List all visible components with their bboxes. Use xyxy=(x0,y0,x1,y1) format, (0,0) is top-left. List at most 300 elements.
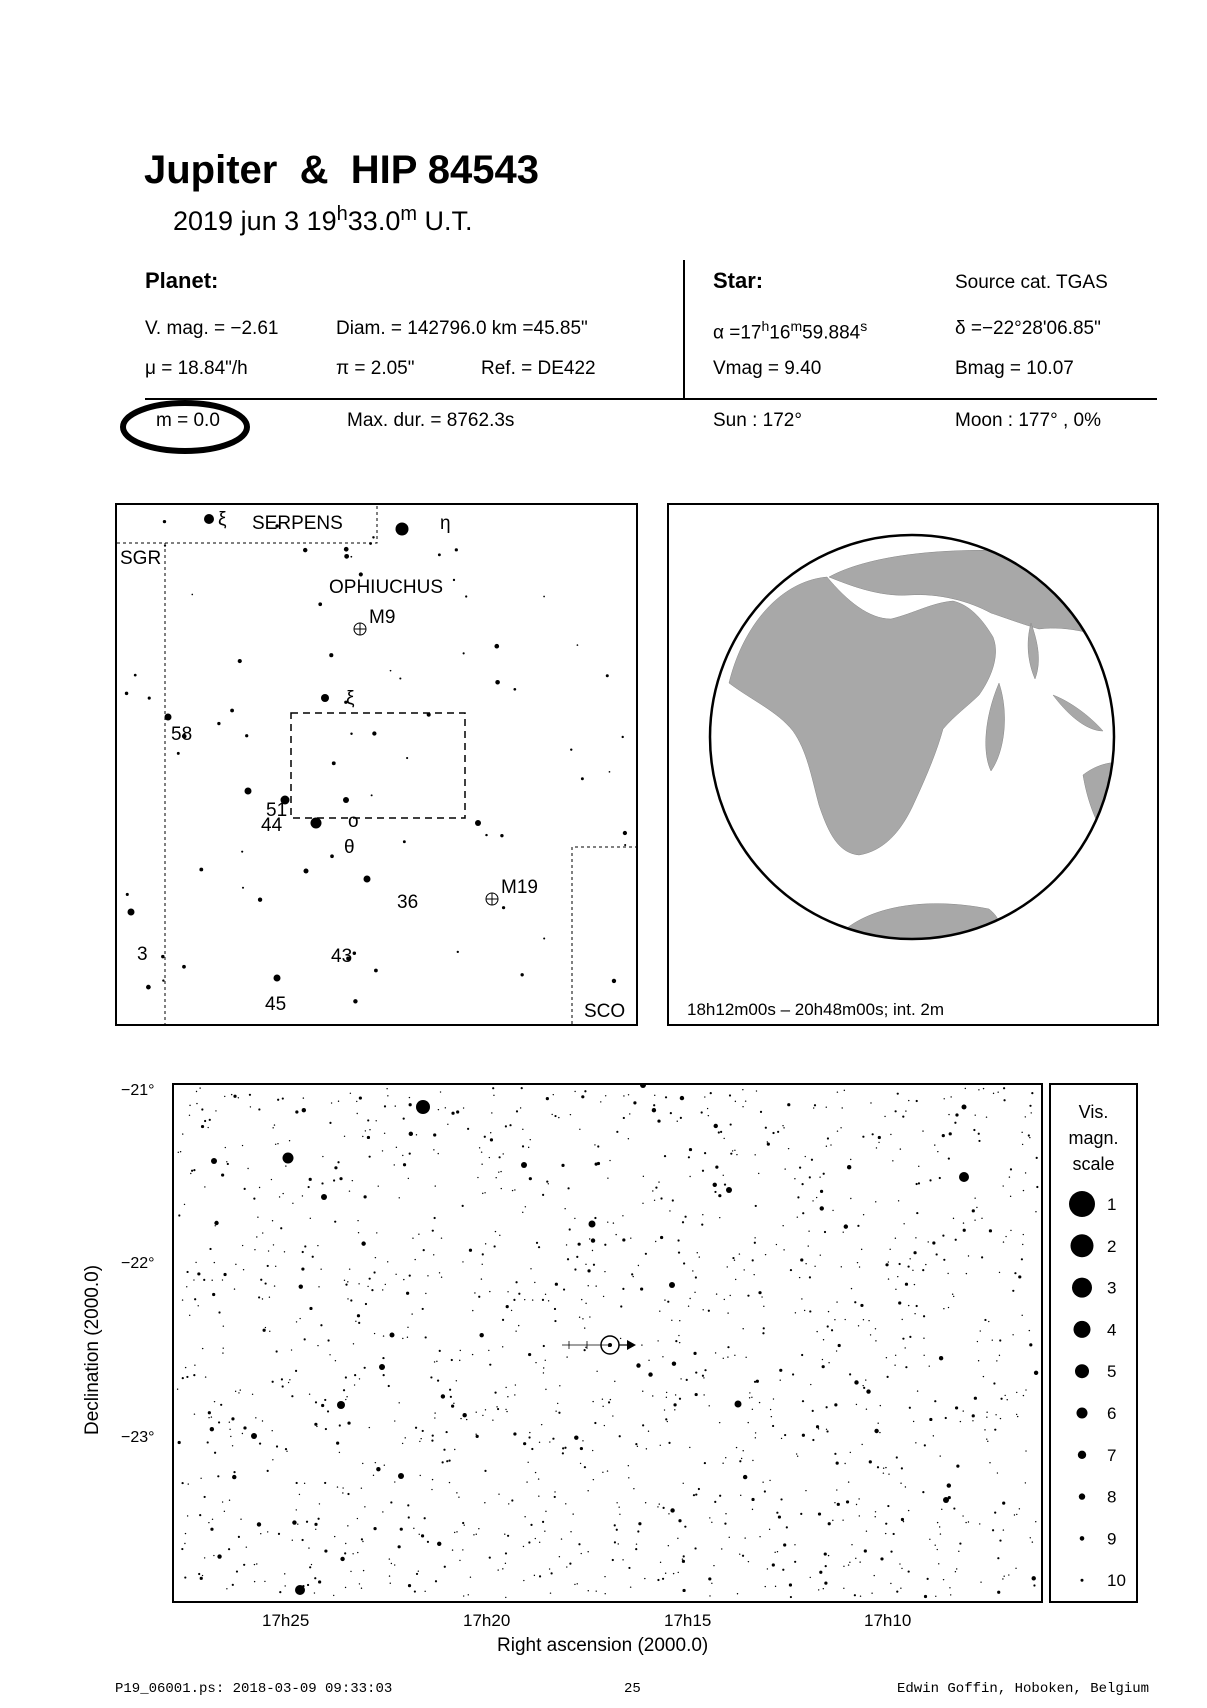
catalog-star xyxy=(752,1509,753,1510)
catalog-star xyxy=(584,1090,586,1092)
catalog-star xyxy=(593,1479,594,1480)
catalog-star xyxy=(439,1350,441,1352)
ra-tick-17h15: 17h15 xyxy=(664,1611,712,1630)
dec-tick-23: −23° xyxy=(121,1429,155,1446)
catalog-star xyxy=(595,1285,596,1286)
catalog-star xyxy=(1000,1418,1001,1419)
catalog-star xyxy=(694,1292,695,1293)
catalog-star xyxy=(564,1208,565,1209)
catalog-star xyxy=(752,1460,753,1461)
finder-star xyxy=(494,644,499,649)
catalog-star xyxy=(783,1249,784,1250)
catalog-star xyxy=(682,1558,683,1559)
catalog-star xyxy=(711,1522,712,1523)
catalog-star xyxy=(242,1145,243,1146)
catalog-star xyxy=(193,1279,194,1280)
catalog-star xyxy=(563,1288,565,1290)
catalog-star xyxy=(399,1475,400,1476)
catalog-star xyxy=(812,1200,813,1201)
catalog-star xyxy=(955,1406,958,1409)
catalog-star xyxy=(638,1522,641,1525)
star-chart-svg xyxy=(174,1085,1041,1601)
catalog-star xyxy=(276,1350,278,1352)
catalog-star xyxy=(525,1206,526,1207)
catalog-star xyxy=(679,1320,680,1321)
catalog-star xyxy=(359,1378,360,1379)
catalog-star xyxy=(775,1586,776,1587)
catalog-star xyxy=(259,1442,261,1444)
catalog-star xyxy=(842,1519,843,1520)
label-43: 43 xyxy=(331,946,353,967)
catalog-star xyxy=(880,1557,883,1560)
catalog-star xyxy=(711,1583,712,1584)
catalog-star xyxy=(1010,1196,1011,1197)
finder-star xyxy=(274,975,281,982)
catalog-star xyxy=(459,1360,460,1361)
catalog-star xyxy=(375,1257,376,1258)
catalog-star xyxy=(320,1324,322,1326)
scale-dot xyxy=(1075,1364,1089,1378)
catalog-star xyxy=(476,1435,479,1438)
catalog-star xyxy=(1003,1087,1005,1089)
catalog-star xyxy=(765,1586,766,1587)
catalog-star xyxy=(462,1413,466,1417)
catalog-star xyxy=(534,1282,535,1283)
catalog-star xyxy=(660,1562,661,1563)
catalog-star xyxy=(258,1108,260,1110)
catalog-star xyxy=(913,1251,916,1254)
catalog-star xyxy=(546,1181,548,1183)
catalog-star xyxy=(200,1577,203,1580)
catalog-star xyxy=(854,1301,856,1303)
catalog-star xyxy=(442,1461,444,1463)
catalog-star xyxy=(801,1183,803,1185)
catalog-star xyxy=(187,1515,188,1516)
catalog-star xyxy=(929,1418,932,1421)
catalog-star xyxy=(524,1516,525,1517)
catalog-star xyxy=(822,1365,825,1368)
catalog-star xyxy=(505,1409,506,1410)
catalog-star xyxy=(358,1283,359,1284)
catalog-star xyxy=(275,1144,276,1145)
catalog-star xyxy=(993,1093,994,1094)
planet-header: Planet: xyxy=(145,268,219,293)
catalog-star xyxy=(334,1536,335,1537)
catalog-star xyxy=(633,1488,634,1489)
catalog-star xyxy=(872,1133,874,1135)
catalog-star xyxy=(922,1491,924,1493)
catalog-star xyxy=(345,1543,346,1544)
catalog-star xyxy=(934,1400,936,1402)
catalog-star xyxy=(940,1455,941,1456)
catalog-star xyxy=(956,1568,957,1569)
catalog-star xyxy=(858,1498,859,1499)
catalog-star xyxy=(223,1325,224,1326)
catalog-star xyxy=(856,1504,857,1505)
catalog-star xyxy=(299,1318,300,1319)
catalog-star xyxy=(678,1335,679,1336)
catalog-star xyxy=(616,1529,618,1531)
catalog-star xyxy=(723,1358,724,1359)
catalog-star xyxy=(274,1285,275,1286)
catalog-star xyxy=(336,1441,339,1444)
catalog-star xyxy=(723,1175,724,1176)
catalog-star xyxy=(391,1563,392,1564)
catalog-star xyxy=(485,1243,486,1244)
catalog-star xyxy=(534,1575,535,1576)
catalog-star xyxy=(535,1362,536,1363)
catalog-star xyxy=(714,1501,716,1503)
catalog-star xyxy=(863,1214,864,1215)
catalog-star xyxy=(633,1101,636,1104)
catalog-star xyxy=(577,1583,578,1584)
catalog-star xyxy=(709,1595,710,1596)
catalog-star xyxy=(742,1089,743,1090)
catalog-star xyxy=(612,1415,613,1416)
catalog-star xyxy=(1031,1112,1032,1113)
catalog-star xyxy=(809,1310,811,1312)
catalog-star xyxy=(695,1276,697,1278)
catalog-star xyxy=(369,1278,371,1280)
catalog-star xyxy=(382,1357,384,1359)
catalog-star xyxy=(491,1112,492,1113)
catalog-star xyxy=(554,1308,556,1310)
catalog-star xyxy=(1004,1395,1005,1396)
catalog-star xyxy=(554,1320,556,1322)
catalog-star xyxy=(506,1305,509,1308)
catalog-star xyxy=(182,1482,184,1484)
finder-star xyxy=(485,834,487,836)
catalog-star xyxy=(843,1231,844,1232)
catalog-star xyxy=(419,1441,420,1442)
catalog-star xyxy=(416,1573,418,1575)
catalog-star xyxy=(668,1545,669,1546)
finder-star xyxy=(245,788,252,795)
catalog-star xyxy=(694,1547,696,1549)
catalog-star xyxy=(861,1249,862,1250)
catalog-star xyxy=(664,1299,665,1300)
finder-star xyxy=(303,548,307,552)
catalog-star xyxy=(451,1359,453,1361)
catalog-star xyxy=(539,1542,540,1543)
catalog-star xyxy=(367,1119,369,1121)
finder-star xyxy=(191,594,193,596)
catalog-star xyxy=(420,1438,421,1439)
catalog-star xyxy=(347,1493,349,1495)
catalog-star xyxy=(422,1308,424,1310)
catalog-star xyxy=(631,1273,633,1275)
finder-star xyxy=(146,985,151,990)
catalog-star xyxy=(545,1360,546,1361)
scale-label: 4 xyxy=(1107,1320,1117,1340)
catalog-star xyxy=(767,1568,768,1569)
catalog-star xyxy=(680,1378,681,1379)
catalog-star xyxy=(905,1283,908,1286)
finder-star xyxy=(359,572,363,576)
catalog-star xyxy=(974,1197,975,1198)
catalog-star xyxy=(359,1583,360,1584)
catalog-star xyxy=(713,1183,717,1187)
catalog-star xyxy=(874,1575,875,1576)
catalog-star xyxy=(950,1096,951,1097)
scale-dot xyxy=(1079,1493,1085,1499)
catalog-star xyxy=(502,1319,504,1321)
catalog-star xyxy=(438,1153,439,1154)
catalog-star xyxy=(211,1416,212,1417)
catalog-star xyxy=(616,1502,617,1503)
catalog-star xyxy=(201,1108,203,1110)
catalog-star xyxy=(861,1444,862,1445)
star-declination: δ =−22°28'06.85" xyxy=(955,318,1101,339)
catalog-star xyxy=(538,1478,539,1479)
catalog-star xyxy=(379,1364,385,1370)
catalog-star xyxy=(816,1425,819,1428)
catalog-star xyxy=(1003,1241,1004,1242)
catalog-star xyxy=(1010,1168,1012,1170)
catalog-star xyxy=(335,1360,336,1361)
catalog-star xyxy=(498,1494,499,1495)
catalog-star xyxy=(456,1531,457,1532)
table-divider-vertical xyxy=(683,260,685,400)
catalog-star xyxy=(929,1179,931,1181)
footer-author: Edwin Goffin, Hoboken, Belgium xyxy=(897,1681,1150,1697)
catalog-star xyxy=(479,1333,483,1337)
catalog-star xyxy=(645,1253,647,1255)
catalog-star xyxy=(409,1132,413,1136)
catalog-star xyxy=(841,1266,842,1267)
catalog-star xyxy=(364,1506,365,1507)
catalog-star xyxy=(418,1234,419,1235)
catalog-star xyxy=(955,1571,956,1572)
catalog-star xyxy=(528,1147,529,1148)
catalog-star xyxy=(678,1519,681,1522)
catalog-star xyxy=(763,1306,764,1307)
catalog-star xyxy=(186,1376,188,1378)
catalog-star xyxy=(576,1256,578,1258)
catalog-star xyxy=(446,1460,448,1462)
catalog-star xyxy=(462,1261,463,1262)
catalog-star xyxy=(859,1266,860,1267)
catalog-star xyxy=(339,1177,342,1180)
catalog-star xyxy=(551,1572,553,1574)
catalog-star xyxy=(630,1237,631,1238)
catalog-star xyxy=(441,1237,442,1238)
catalog-star xyxy=(210,1427,214,1431)
catalog-star xyxy=(196,1103,197,1104)
catalog-star xyxy=(269,1297,270,1298)
catalog-star xyxy=(197,1272,200,1275)
alpha-m-unit: m xyxy=(790,318,803,334)
catalog-star xyxy=(584,1466,586,1468)
catalog-star xyxy=(454,1532,455,1533)
catalog-star xyxy=(524,1299,525,1300)
catalog-star xyxy=(402,1155,403,1156)
catalog-star xyxy=(345,1284,347,1286)
catalog-star xyxy=(800,1258,803,1261)
catalog-star xyxy=(178,1214,180,1216)
label-3: 3 xyxy=(137,944,148,965)
catalog-star xyxy=(185,1533,186,1534)
m9-cluster-icon xyxy=(354,623,366,635)
catalog-star xyxy=(543,1367,544,1368)
catalog-star xyxy=(1022,1144,1023,1145)
catalog-star xyxy=(655,1187,657,1189)
catalog-star xyxy=(909,1336,911,1338)
catalog-star xyxy=(463,1107,464,1108)
catalog-star xyxy=(580,1447,583,1450)
catalog-star xyxy=(984,1429,985,1430)
catalog-star xyxy=(960,1421,961,1422)
catalog-star xyxy=(658,1181,659,1182)
catalog-star xyxy=(212,1293,215,1296)
catalog-star xyxy=(622,1215,623,1216)
catalog-star xyxy=(222,1501,223,1502)
catalog-star xyxy=(394,1164,395,1165)
catalog-star xyxy=(890,1583,891,1584)
catalog-star xyxy=(321,1194,327,1200)
catalog-star xyxy=(603,1296,604,1297)
catalog-star xyxy=(742,1555,744,1557)
finder-star xyxy=(623,831,627,835)
star-right-ascension xyxy=(713,318,867,344)
finder-star xyxy=(369,542,372,545)
catalog-star xyxy=(530,1139,531,1140)
catalog-star xyxy=(221,1173,224,1176)
catalog-star xyxy=(962,1105,967,1110)
catalog-star xyxy=(673,1573,674,1574)
finder-star xyxy=(238,659,242,663)
catalog-star xyxy=(549,1568,550,1569)
finder-star xyxy=(162,979,164,981)
catalog-star xyxy=(684,1216,686,1218)
catalog-star xyxy=(246,1546,247,1547)
catalog-star xyxy=(408,1584,411,1587)
catalog-star xyxy=(665,1573,666,1574)
catalog-star xyxy=(296,1321,297,1322)
catalog-star xyxy=(622,1559,623,1560)
catalog-star xyxy=(974,1219,975,1220)
finder-star xyxy=(163,520,166,523)
catalog-star xyxy=(683,1555,685,1557)
catalog-star xyxy=(695,1371,697,1373)
catalog-star xyxy=(211,1158,217,1164)
catalog-star xyxy=(945,1417,947,1419)
catalog-star xyxy=(666,1397,667,1398)
catalog-star xyxy=(531,1448,533,1450)
catalog-star xyxy=(435,1185,436,1186)
catalog-star xyxy=(729,1537,730,1538)
catalog-star xyxy=(292,1539,293,1540)
max-duration: Max. dur. = 8762.3s xyxy=(347,410,515,431)
catalog-star xyxy=(178,1441,181,1444)
catalog-star xyxy=(202,1348,203,1349)
catalog-star xyxy=(662,1356,663,1357)
catalog-star xyxy=(614,1541,616,1543)
catalog-star xyxy=(1014,1514,1015,1515)
catalog-star xyxy=(809,1276,811,1278)
catalog-star xyxy=(653,1104,655,1106)
catalog-star xyxy=(343,1389,345,1391)
catalog-star xyxy=(526,1481,527,1482)
catalog-star xyxy=(858,1325,859,1326)
catalog-star xyxy=(677,1538,678,1539)
planet-parallax: π = 2.05" xyxy=(336,358,415,379)
catalog-star xyxy=(277,1143,278,1144)
catalog-star xyxy=(350,1299,352,1301)
event-datetime xyxy=(173,203,473,237)
catalog-star xyxy=(659,1311,660,1312)
catalog-star xyxy=(209,1248,211,1250)
catalog-star xyxy=(386,1088,387,1089)
catalog-star xyxy=(671,1320,672,1321)
catalog-star xyxy=(794,1561,796,1563)
catalog-star xyxy=(927,1578,929,1580)
catalog-star xyxy=(899,1263,901,1265)
catalog-star xyxy=(689,1298,690,1299)
catalog-star xyxy=(869,1460,872,1463)
catalog-star xyxy=(826,1146,827,1147)
ra-tick-17h10: 17h10 xyxy=(864,1611,912,1630)
catalog-star xyxy=(734,1150,735,1151)
catalog-star xyxy=(217,1554,221,1558)
catalog-star xyxy=(742,1106,743,1107)
catalog-star xyxy=(594,1144,595,1145)
catalog-star xyxy=(308,1186,310,1188)
catalog-star xyxy=(210,1528,213,1531)
catalog-star xyxy=(554,1491,555,1492)
catalog-star xyxy=(342,1487,343,1488)
catalog-star xyxy=(214,1401,215,1402)
catalog-star xyxy=(642,1391,643,1392)
catalog-star xyxy=(409,1097,410,1098)
catalog-star xyxy=(307,1584,309,1586)
catalog-star xyxy=(968,1255,969,1256)
label-sgr: SGR xyxy=(120,548,162,569)
catalog-star xyxy=(762,1332,764,1334)
catalog-star xyxy=(789,1583,792,1586)
catalog-star xyxy=(265,1282,267,1284)
catalog-star xyxy=(724,1299,725,1300)
catalog-star xyxy=(934,1144,935,1145)
catalog-star xyxy=(604,1244,606,1246)
catalog-star xyxy=(825,1565,827,1567)
catalog-star xyxy=(561,1164,564,1167)
catalog-star xyxy=(356,1101,357,1102)
catalog-star xyxy=(399,1402,400,1403)
catalog-star xyxy=(362,1463,363,1464)
catalog-star xyxy=(543,1372,544,1373)
catalog-star xyxy=(228,1548,230,1550)
catalog-star xyxy=(569,1228,571,1230)
catalog-star xyxy=(610,1399,611,1400)
catalog-star xyxy=(272,1127,273,1128)
catalog-star xyxy=(466,1419,467,1420)
catalog-star xyxy=(382,1511,383,1512)
catalog-star xyxy=(272,1430,273,1431)
catalog-star xyxy=(395,1274,396,1275)
catalog-star xyxy=(414,1259,415,1260)
catalog-star xyxy=(390,1583,391,1584)
catalog-star xyxy=(736,1447,737,1448)
catalog-star xyxy=(566,1356,567,1357)
catalog-star xyxy=(376,1467,380,1471)
catalog-star xyxy=(683,1262,685,1264)
catalog-star xyxy=(594,1422,596,1424)
catalog-star xyxy=(592,1250,593,1251)
globe-svg xyxy=(669,505,1157,1024)
catalog-star xyxy=(859,1515,860,1516)
catalog-star xyxy=(284,1573,285,1574)
